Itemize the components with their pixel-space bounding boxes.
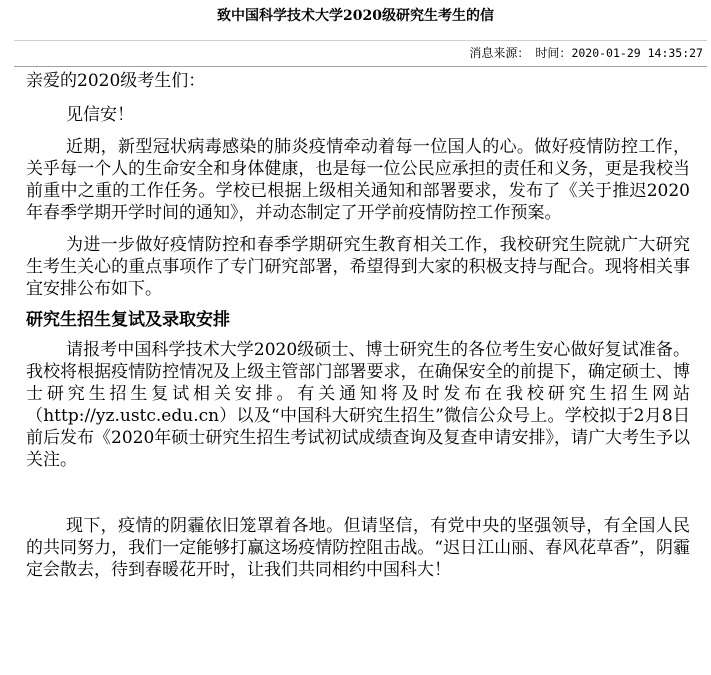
letter-greeting: 亲爱的2020级考生们： <box>26 71 206 91</box>
time-label: 时间： <box>535 46 572 60</box>
letter-salutation: 见信安！ <box>66 105 134 125</box>
article-meta <box>469 45 703 61</box>
letter-body <box>26 70 690 581</box>
paragraph-1: 近期，新型冠状病毒感染的肺炎疫情牵动着每一位国人的心。做好疫情防控工作，关乎每一个人的生命安全和身体健康，也是每一位公民应承担的责任和义务，更是我校当前重中之重的工作任务。学校已根据上级相关通知和部署要求，发布了《关于推迟2020年春季学期开学时间的通知》，并动态制定了开学前疫情防控工作预案。 <box>26 137 690 223</box>
paragraph-2: 为进一步做好疫情防控和春季学期研究生教育相关工作，我校研究生院就广大研究生考生关心的重点事项作了专门研究部署，希望得到大家的积极支持与配合。现将相关事宜安排公布如下。 <box>26 235 690 299</box>
publish-time: 2020-01-29 14:35:27 <box>571 46 703 60</box>
source-label: 消息来源： <box>469 46 530 60</box>
content-divider <box>14 66 707 67</box>
header-divider <box>14 40 707 41</box>
paragraph-4: 现下，疫情的阴霾依旧笼罩着各地。但请坚信，有党中央的坚强领导，有全国人民的共同努力，我们一定能够打赢这场疫情防控阻击战。“迟日江山丽、春风花草香”，阴霾定会散去，待到春暖花开时，让我们共同相约中国科大！ <box>26 516 690 580</box>
page-title: 致中国科学技术大学2020级研究生考生的信 <box>217 8 494 24</box>
paragraph-3: 请报考中国科学技术大学2020级硕士、博士研究生的各位考生安心做好复试准备。我校将根据疫情防控情况及上级主管部门部署要求，在确保安全的前提下，确定硕士、博士研究生招生复试相关安排。有关通知将及时发布在我校研究生招生网站（http://yz.ustc.edu.cn）以及“中国科大研究生招生”微信公众号上。学校拟于2月8日前后发布《2020年硕士研究生招生考试初试成绩查询及复查申请安排》，请广大考生予以关注。 <box>26 340 690 470</box>
section-heading: 研究生招生复试及录取安排 <box>26 310 230 330</box>
